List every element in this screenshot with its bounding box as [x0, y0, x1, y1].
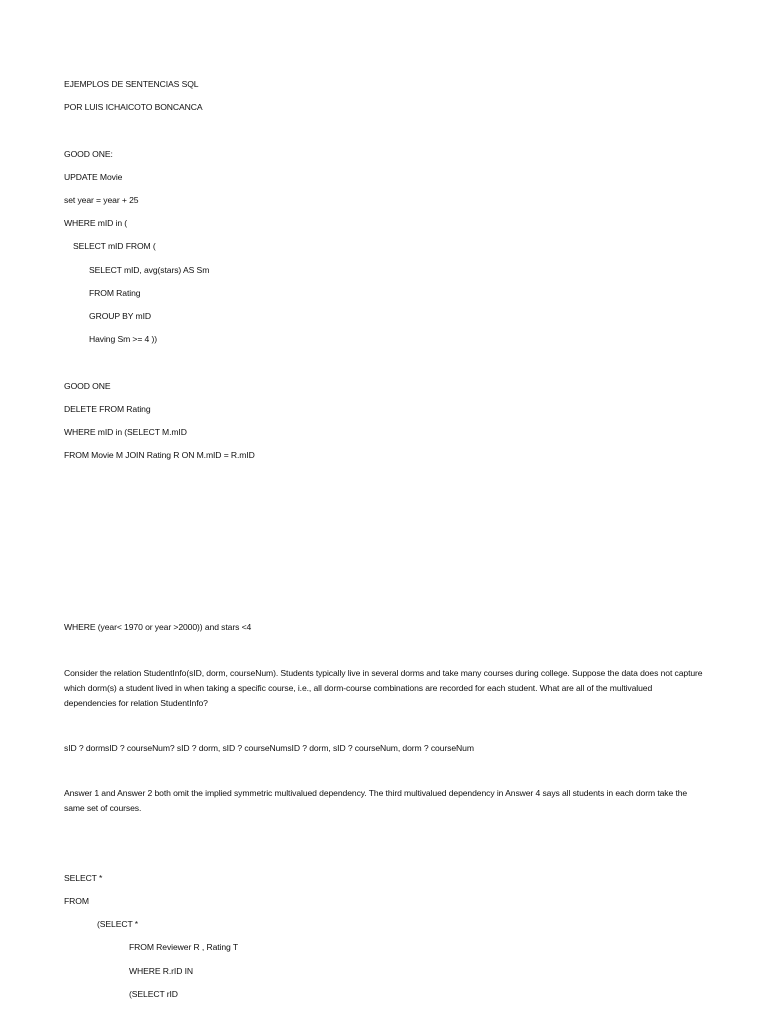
- sql-line: WHERE mID in (: [64, 218, 128, 228]
- section-2-heading: GOOD ONE: [64, 381, 111, 391]
- doc-title: EJEMPLOS DE SENTENCIAS SQL: [64, 79, 199, 89]
- section-1-heading: GOOD ONE:: [64, 149, 113, 159]
- sql-line: set year = year + 25: [64, 195, 139, 205]
- sql-line: FROM Reviewer R , Rating T: [129, 942, 238, 952]
- mvd-line: sID ? dormsID ? courseNum? sID ? dorm, sID ? courseNumsID ? dorm, sID ? courseNum, dorm ? courseNum: [64, 743, 474, 753]
- sql-line: SELECT *: [64, 873, 103, 883]
- doc-author: POR LUIS ICHAICOTO BONCANCA: [64, 102, 203, 112]
- sql-line: WHERE mID in (SELECT M.mID: [64, 427, 187, 437]
- sql-line: FROM: [64, 896, 89, 906]
- sql-line: SELECT mID, avg(stars) AS Sm: [89, 265, 210, 275]
- answer-paragraph: Answer 1 and Answer 2 both omit the implied symmetric multivalued dependency. The third multivalued dependency in Answer 4 says all students in each dorm take the same set of courses.: [64, 788, 688, 813]
- sql-line: (SELECT *: [97, 919, 138, 929]
- sql-line: SELECT mID FROM (: [73, 241, 156, 251]
- sql-line: FROM Movie M JOIN Rating R ON M.mID = R.mID: [64, 450, 255, 460]
- sql-line: DELETE FROM Rating: [64, 404, 151, 414]
- sql-line: GROUP BY mID: [89, 311, 151, 321]
- where-clause-line: WHERE (year< 1970 or year >2000)) and stars <4: [64, 622, 252, 632]
- sql-line: UPDATE Movie: [64, 172, 123, 182]
- sql-line: Having Sm >= 4 )): [89, 334, 158, 344]
- question-paragraph: Consider the relation StudentInfo(sID, dorm, courseNum). Students typically live in several dorms and take many courses during college. Suppose the data does not capture which dorm(s) a student lived in when taking a specific course, i.e., all dorm-course combinations are recorded for each student. What are all of the multivalued dependencies for relation StudentInfo?: [64, 668, 703, 708]
- sql-line: (SELECT rID: [129, 989, 178, 999]
- sql-line: FROM Rating: [89, 288, 141, 298]
- sql-line: WHERE R.rID IN: [129, 966, 194, 976]
